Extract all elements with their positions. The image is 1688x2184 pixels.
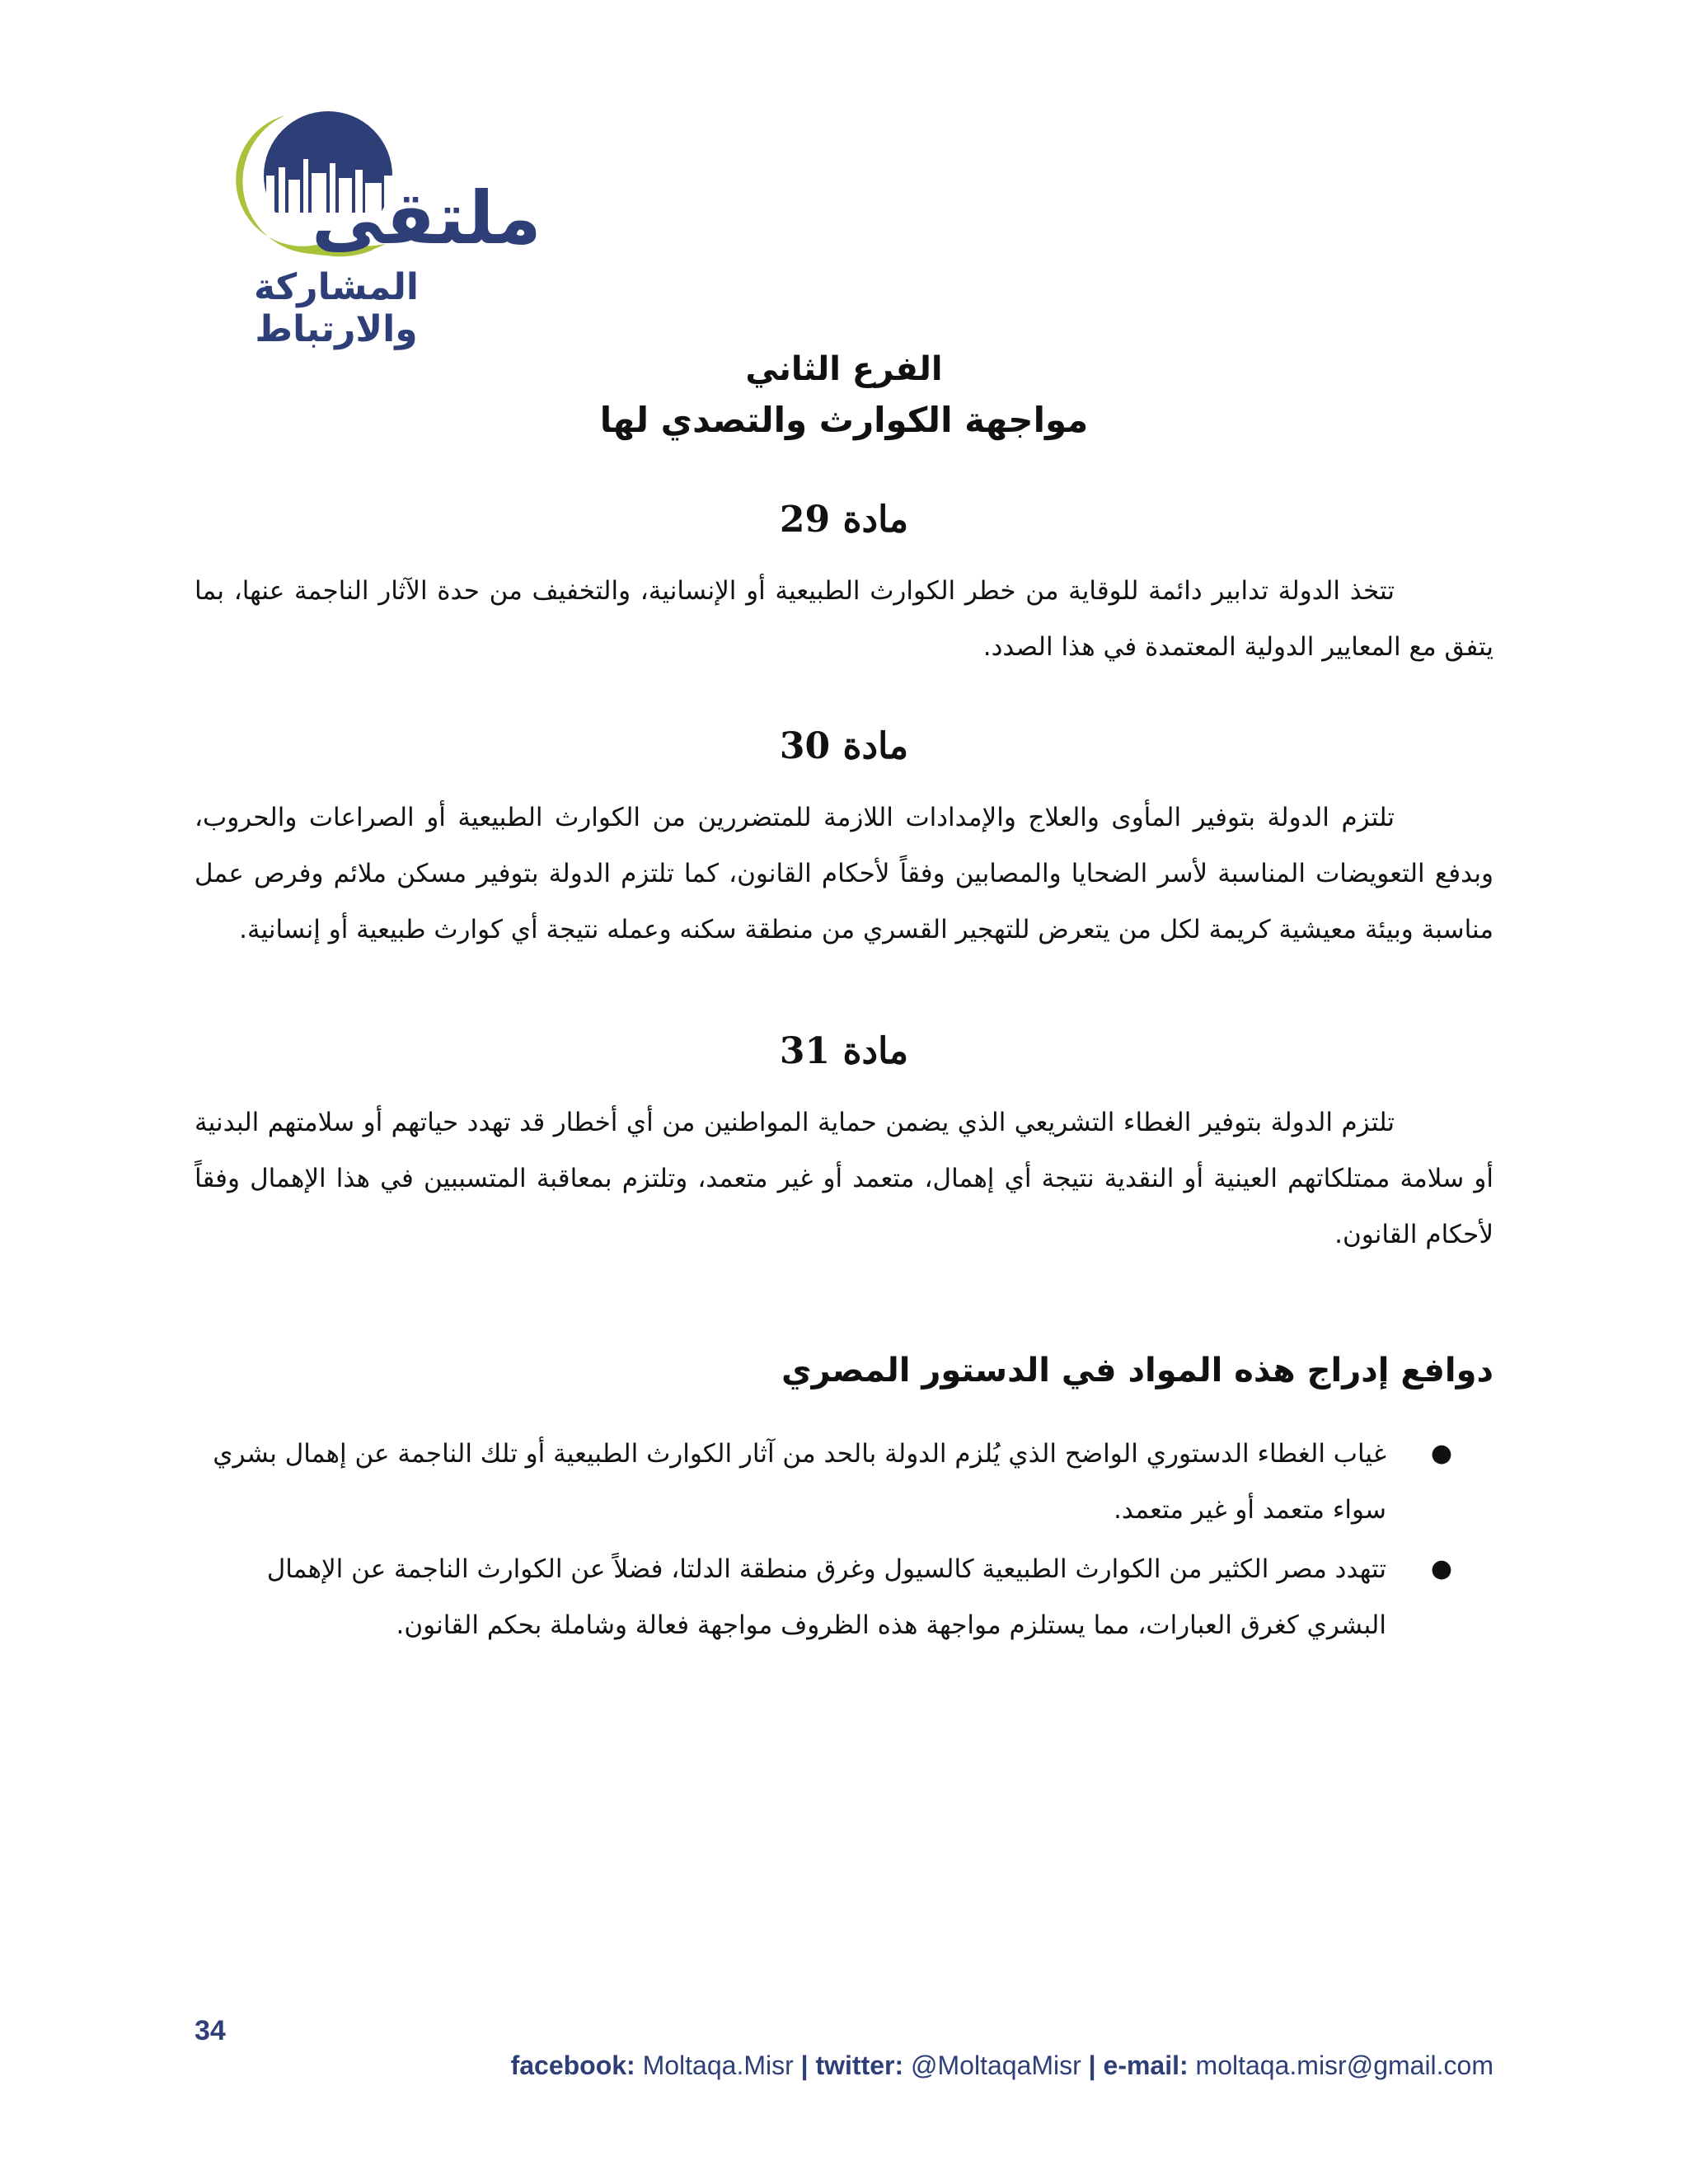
branch-heading: الفرع الثاني [745, 350, 943, 388]
footer-separator: | [800, 2050, 809, 2080]
logo-subtext: المشاركة والارتباط [254, 266, 419, 350]
branch-subheading: مواجهة الكوارث والتصدي لها [599, 400, 1089, 440]
article-body: تتخذ الدولة تدابير دائمة للوقاية من خطر الكوارث الطبيعية أو الإنسانية، والتخفيف من حدة الآثار الناجمة عنها، بما يتفق مع المعايير الدولية المعتمدة في هذا الصدد. [195, 576, 1493, 662]
article-body: تلتزم الدولة بتوفير الغطاء التشريعي الذي يضمن حماية المواطنين من أي أخطار قد تهدد حياتهم أو سلامتهم البدنية أو سلامة ممتلكاتهم العينية أو النقدية نتيجة أي إهمال، متعمد أو غير متعمد، وتلتزم بمعاقبة المتسببين في هذا الإهمال وفقاً لأحكام القانون. [195, 1108, 1493, 1249]
article-text [195, 790, 1493, 958]
facebook-handle[interactable]: Moltaqa.Misr [642, 2050, 794, 2080]
page-number: 34 [195, 2015, 226, 2046]
article-title: مادة 29 [779, 499, 909, 541]
article-title: مادة 31 [779, 1030, 909, 1072]
article-text [195, 563, 1493, 675]
twitter-label: twitter: [815, 2050, 904, 2080]
footer-contact [511, 2050, 1493, 2081]
email-address[interactable]: moltaqa.misr@gmail.com [1195, 2050, 1493, 2080]
article-text [195, 1094, 1493, 1263]
motives-heading: دوافع إدراج هذه المواد في الدستور المصري [781, 1352, 1493, 1390]
logo [188, 97, 542, 350]
bullet-icon: ● [1430, 1439, 1452, 1468]
bullet-icon: ● [1430, 1554, 1452, 1583]
list-item [195, 1426, 1452, 1538]
motives-list [195, 1426, 1493, 1657]
footer-separator: | [1088, 2050, 1096, 2080]
list-item-text: تتهدد مصر الكثير من الكوارث الطبيعية كالسيول وغرق منطقة الدلتا، فضلاً عن الكوارث الناجمة عن الإهمال البشري كغرق العبارات، مما يستلزم مواجهة هذه الظروف مواجهة فعالة وشاملة بحكم القانون. [266, 1554, 1386, 1640]
logo-text: ملتقى [312, 176, 542, 260]
twitter-handle[interactable]: @MoltaqaMisr [911, 2050, 1081, 2080]
list-item-text: غياب الغطاء الدستوري الواضح الذي يُلزم الدولة بالحد من آثار الكوارث الطبيعية أو تلك الناجمة عن إهمال بشري سواء متعمد أو غير متعمد. [213, 1439, 1386, 1525]
facebook-label: facebook: [510, 2050, 635, 2080]
article-title: مادة 30 [779, 725, 909, 767]
email-label: e-mail: [1103, 2050, 1189, 2080]
list-item [195, 1541, 1452, 1653]
article-body: تلتزم الدولة بتوفير المأوى والعلاج والإمدادات اللازمة للمتضررين من الكوارث الطبيعية أو الصراعات والحروب، وبدفع التعويضات المناسبة لأسر الضحايا والمصابين وفقاً لأحكام القانون، كما تلتزم الدولة بتوفير مسكن ملائم وفرص عمل مناسبة وبيئة معيشية كريمة لكل من يتعرض للتهجير القسري من منطقة سكنه وعمله نتيجة أي كوارث طبيعية أو إنسانية. [195, 803, 1493, 944]
